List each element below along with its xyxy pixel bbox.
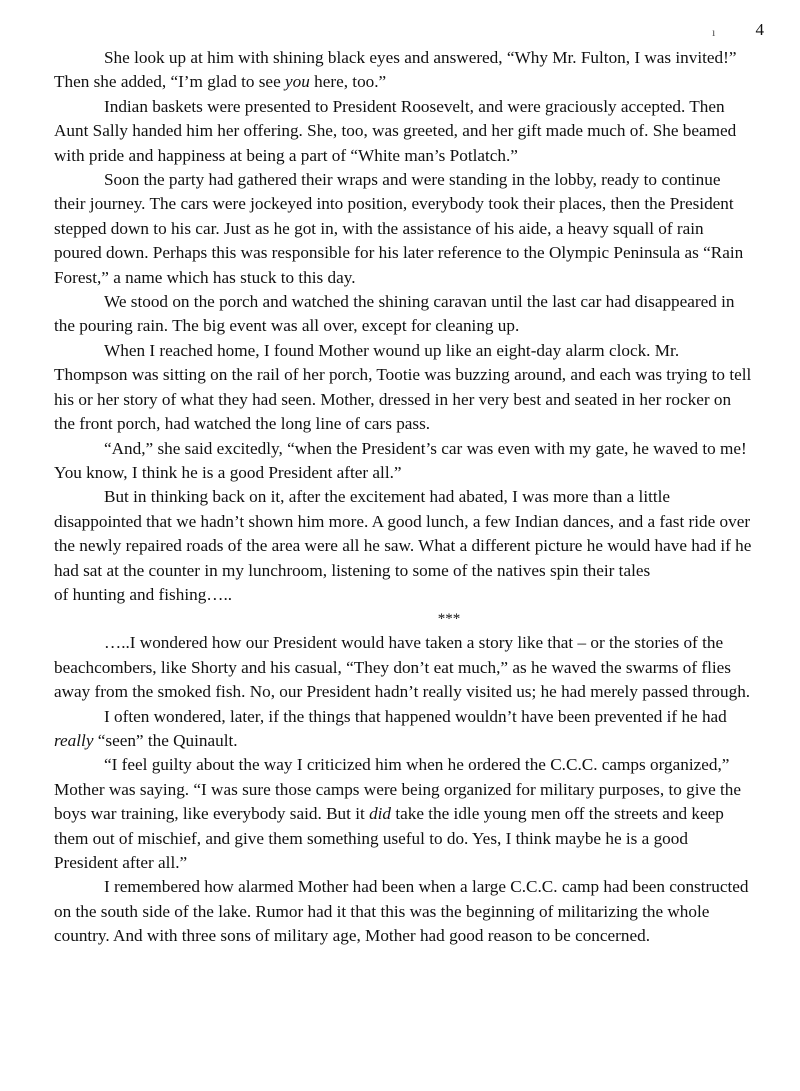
paragraph-6: “And,” she said excitedly, “when the President’s car was even with my gate, he waved to me! You know, I think he is a good President after all.”: [54, 438, 747, 482]
paragraph-10: “I feel guilty about the way I criticized him when he ordered the C.C.C. camps organized,” Mother was saying. “I was sure those camps were being organized for military purposes, to give the boys war training, like everybody said. But it did take the idle young men off the streets and keep them out of mischief, and give them something useful to do. Yes, I think maybe he is a good President after all.”: [54, 755, 741, 872]
page-number: 4: [755, 20, 764, 39]
paragraph-7: But in thinking back on it, after the excitement had abated, I was more than a little disappointed that we hadn’t shown him more. A good lunch, a few Indian dances, and a fast ride over the newly repaired roads of the area were all he saw. What a different picture he would have had if he had sat at the counter in my lunchroom, listening to some of the natives spin their tales: [54, 487, 752, 580]
emphasis-you: you: [285, 72, 310, 92]
paragraph-8: …..I wondered how our President would have taken a story like that – or the stories of the beachcombers, like Shorty and his casual, “They don’t eat much,” as he waved the swarms of flies away from the smoked fish. No, our President hadn’t really visited us; he had merely passed through.: [54, 633, 751, 702]
paragraph-7-continuation: of hunting and fishing…..: [54, 584, 233, 604]
paragraph-5: When I reached home, I found Mother wound up like an eight-day alarm clock. Mr. Thompson was sitting on the rail of her porch, Tootie was buzzing around, and each was trying to tell his or her story of what they had seen. Mother, dressed in her very best and seated in her rocker on the front porch, had watched the long line of cars pass.: [54, 340, 752, 434]
paragraph-3: Soon the party had gathered their wraps and were standing in the lobby, ready to continue their journey. The cars were jockeyed into position, everybody took their places, then the President stepped down to his car. Just as he got in, with the assistance of his aide, a heavy squall of rain poured down. Perhaps this was responsible for his later reference to the Olympic Peninsula as “Rain Forest,” a name which has stuck to this day.: [54, 170, 744, 287]
paragraph-1: She look up at him with shining black eyes and answered, “Why Mr. Fulton, I was invited!” Then she added, “I’m glad to see you here, too.”: [54, 48, 737, 92]
paragraph-4: We stood on the porch and watched the shining caravan until the last car had disappeared in the pouring rain. The big event was all over, except for cleaning up.: [54, 292, 735, 336]
emphasis-really: really: [54, 730, 94, 750]
paragraph-11: I remembered how alarmed Mother had been when a large C.C.C. camp had been constructed on the south side of the lake. Rumor had it that this was the beginning of militarizing the whole country. And with three sons of military age, Mother had good reason to be concerned.: [54, 877, 749, 946]
paragraph-9: I often wondered, later, if the things that happened wouldn’t have been prevented if he had really “seen” the Quinault.: [54, 706, 727, 750]
margin-mark: ı: [712, 25, 716, 39]
section-separator: ***: [437, 611, 461, 628]
body-text: [54, 46, 754, 949]
emphasis-did: did: [369, 804, 392, 824]
paragraph-2: Indian baskets were presented to President Roosevelt, and were graciously accepted. Then Aunt Sally handed him her offering. She, too, was greeted, and her gift made much of. She beamed with pride and happiness at being a part of “White man’s Potlatch.”: [54, 96, 737, 165]
